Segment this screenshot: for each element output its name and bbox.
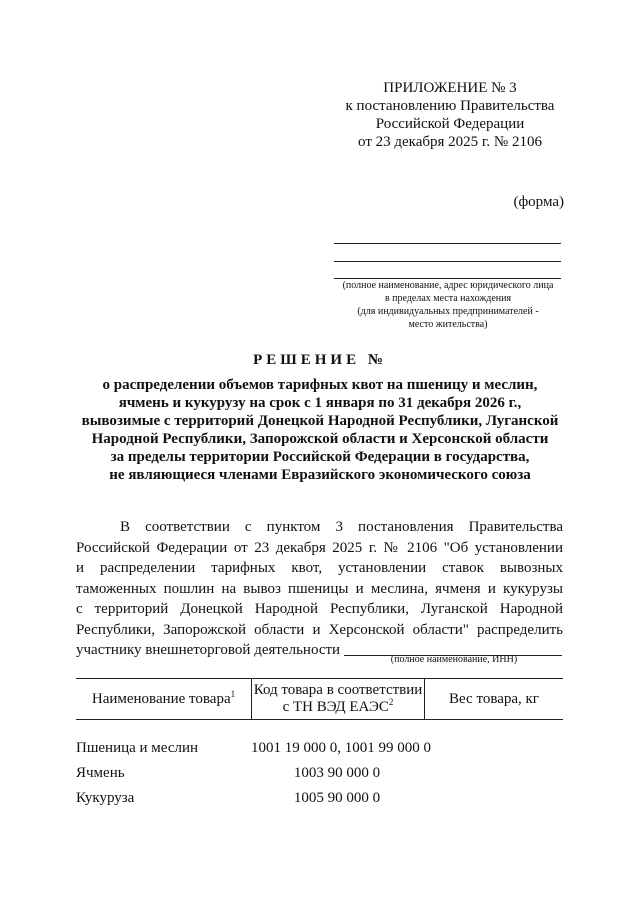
footnote-marker-2: 2 — [388, 697, 394, 707]
body-line: Российской Федерации от 23 декабря 2025 г. № 2106 "Об установлении — [76, 539, 563, 556]
row-product-code: 1005 90 000 0 — [293, 790, 381, 806]
table-row — [76, 790, 563, 810]
form-label: (форма) — [513, 194, 564, 210]
header-product-name — [76, 679, 251, 719]
subject-line: Народной Республики, Запорожской области и Херсонской области — [91, 431, 549, 447]
subject-line: за пределы территории Российской Федерации в государства, — [110, 449, 530, 465]
table-row — [76, 740, 563, 760]
recipient-caption — [330, 279, 566, 331]
recipient-fill-line-1 — [334, 243, 561, 244]
subject-line: вывозимые с территорий Донецкой Народной Республики, Луганской — [81, 413, 559, 429]
row-product-name: Пшеница и меслин — [76, 740, 199, 756]
body-line: с территорий Донецкой Народной Республики, Луганской Народной — [76, 601, 563, 617]
appendix-reference: к постановлению Правительства — [345, 98, 555, 114]
decision-subject — [60, 376, 580, 484]
body-line: Республики, Запорожской области и Херсонской области" распределить — [76, 621, 563, 638]
recipient-caption-line: (полное наименование, адрес юридического лица — [342, 280, 554, 291]
body-line: и распределении тарифных квот, установлении ставок вывозных — [76, 560, 563, 576]
row-product-code: 1001 19 000 0, 1001 99 000 0 — [251, 740, 431, 756]
table-row — [76, 765, 563, 785]
appendix-header — [300, 79, 600, 151]
subject-line: о распределении объемов тарифных квот на пшеницу и меслин, — [102, 377, 538, 393]
body-paragraph — [76, 517, 563, 661]
body-line: В соответствии с пунктом 3 постановления Правительства — [120, 519, 563, 535]
subject-line: ячмень и кукурузу на срок с 1 января по 31 декабря 2026 г., — [118, 395, 522, 411]
row-product-name: Ячмень — [76, 765, 125, 781]
appendix-number: ПРИЛОЖЕНИЕ № 3 — [383, 80, 517, 96]
subject-line: не являющиеся членами Евразийского экономического союза — [109, 467, 531, 483]
row-product-code: 1003 90 000 0 — [293, 765, 381, 781]
table-header — [76, 678, 563, 720]
footnote-marker-1: 1 — [230, 688, 236, 699]
participant-caption: (полное наименование, ИНН) — [390, 654, 518, 665]
appendix-government: Российской Федерации — [375, 116, 525, 132]
header-weight: Вес товара, кг — [449, 690, 539, 707]
appendix-date: от 23 декабря 2025 г. № 2106 — [358, 134, 542, 150]
recipient-caption-line: в пределах места нахождения — [384, 293, 512, 304]
header-product-code-line2: с ТН ВЭД ЕАЭС — [282, 699, 389, 715]
header-product-code-line1: Код товара в соответствии — [253, 682, 423, 698]
recipient-caption-line: (для индивидуальных предпринимателей - — [357, 306, 539, 317]
decision-title: РЕШЕНИЕ № — [253, 352, 387, 368]
row-product-name: Кукуруза — [76, 790, 135, 806]
body-line: таможенных пошлин на вывоз пшеницы и меслина, ячменя и кукурузы — [76, 580, 563, 597]
header-product-name-text: Наименование товара — [91, 690, 231, 707]
body-line: участнику внешнеторговой деятельности — [76, 642, 341, 658]
recipient-caption-line: место жительства) — [408, 319, 488, 330]
header-product-code — [251, 679, 425, 719]
recipient-fill-line-2 — [334, 261, 561, 262]
